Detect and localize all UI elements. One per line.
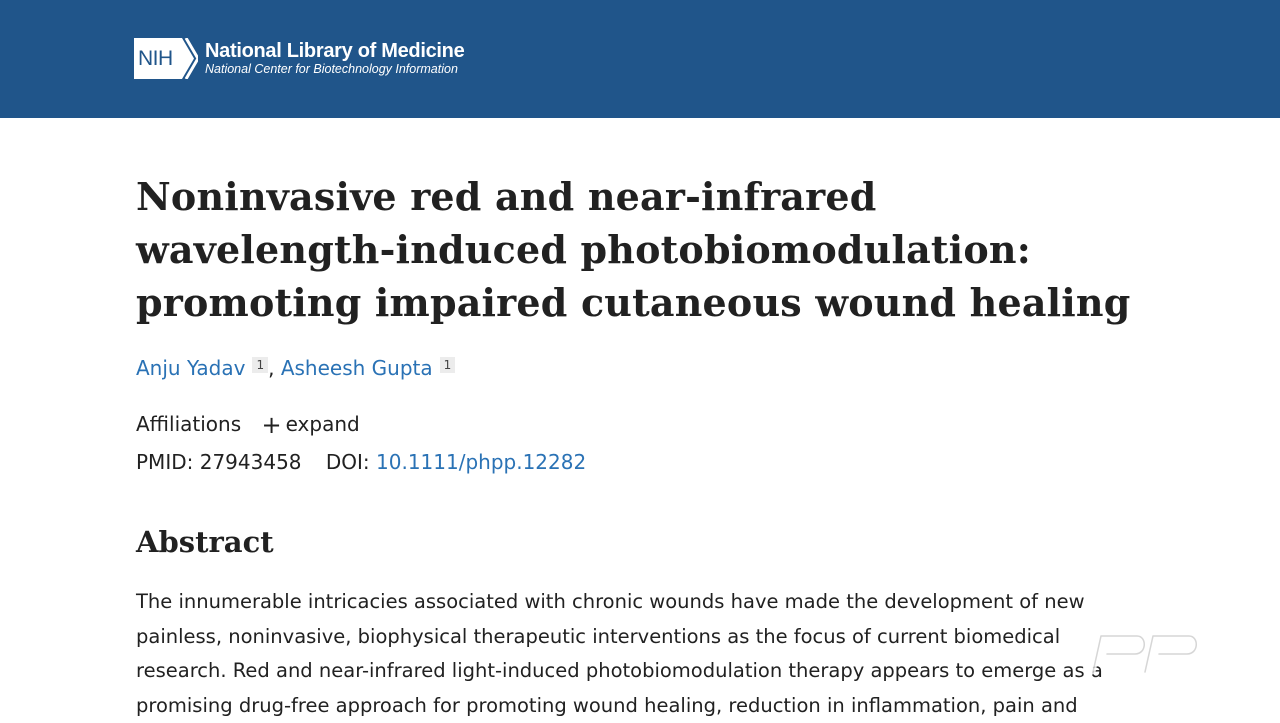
pmid-label: PMID: xyxy=(136,450,194,474)
affiliation-ref-2[interactable]: 1 xyxy=(440,357,456,373)
abstract-text: The innumerable intricacies associated with chronic wounds have made the development of new painless, noninvasive, biophysical therapeutic interventions as the focus of current biomedical research. Red and near-infrared light-induced photobiomodulation therapy appears to emerge as a promising drug-free approach for promoting wound healing, reduction in inflammation, pain and xyxy=(136,590,1103,717)
plus-icon: + xyxy=(261,411,282,439)
pmid-value: 27943458 xyxy=(199,450,302,474)
channel-watermark-logo xyxy=(1085,628,1209,676)
doi-label: DOI: xyxy=(325,450,370,474)
expand-label: expand xyxy=(285,412,360,436)
affiliations-row xyxy=(136,411,360,439)
abstract-heading: Abstract xyxy=(136,525,274,559)
article-title: Noninvasive red and near-infrared wavelength-induced photobiomodulation: promoting impaired cutaneous wound healing xyxy=(136,174,1131,325)
doi-link[interactable]: 10.1111/phpp.12282 xyxy=(376,450,587,474)
nih-badge xyxy=(134,38,198,79)
nlm-logo[interactable] xyxy=(134,38,464,79)
nih-badge-text: NIH xyxy=(138,47,173,70)
author-separator: , xyxy=(268,356,275,380)
affiliation-ref-1[interactable]: 1 xyxy=(252,357,268,373)
logo-words xyxy=(205,40,464,77)
author-list xyxy=(136,356,455,380)
author-link-2[interactable]: Asheesh Gupta xyxy=(280,356,433,380)
logo-subtitle: National Center for Biotechnology Information xyxy=(205,62,458,76)
identifiers-row xyxy=(136,450,586,474)
expand-affiliations-button[interactable] xyxy=(247,411,360,439)
logo-title: National Library of Medicine xyxy=(205,40,465,62)
author-link-1[interactable]: Anju Yadav xyxy=(136,356,246,380)
affiliations-label: Affiliations xyxy=(136,412,242,436)
site-header xyxy=(0,0,1280,118)
